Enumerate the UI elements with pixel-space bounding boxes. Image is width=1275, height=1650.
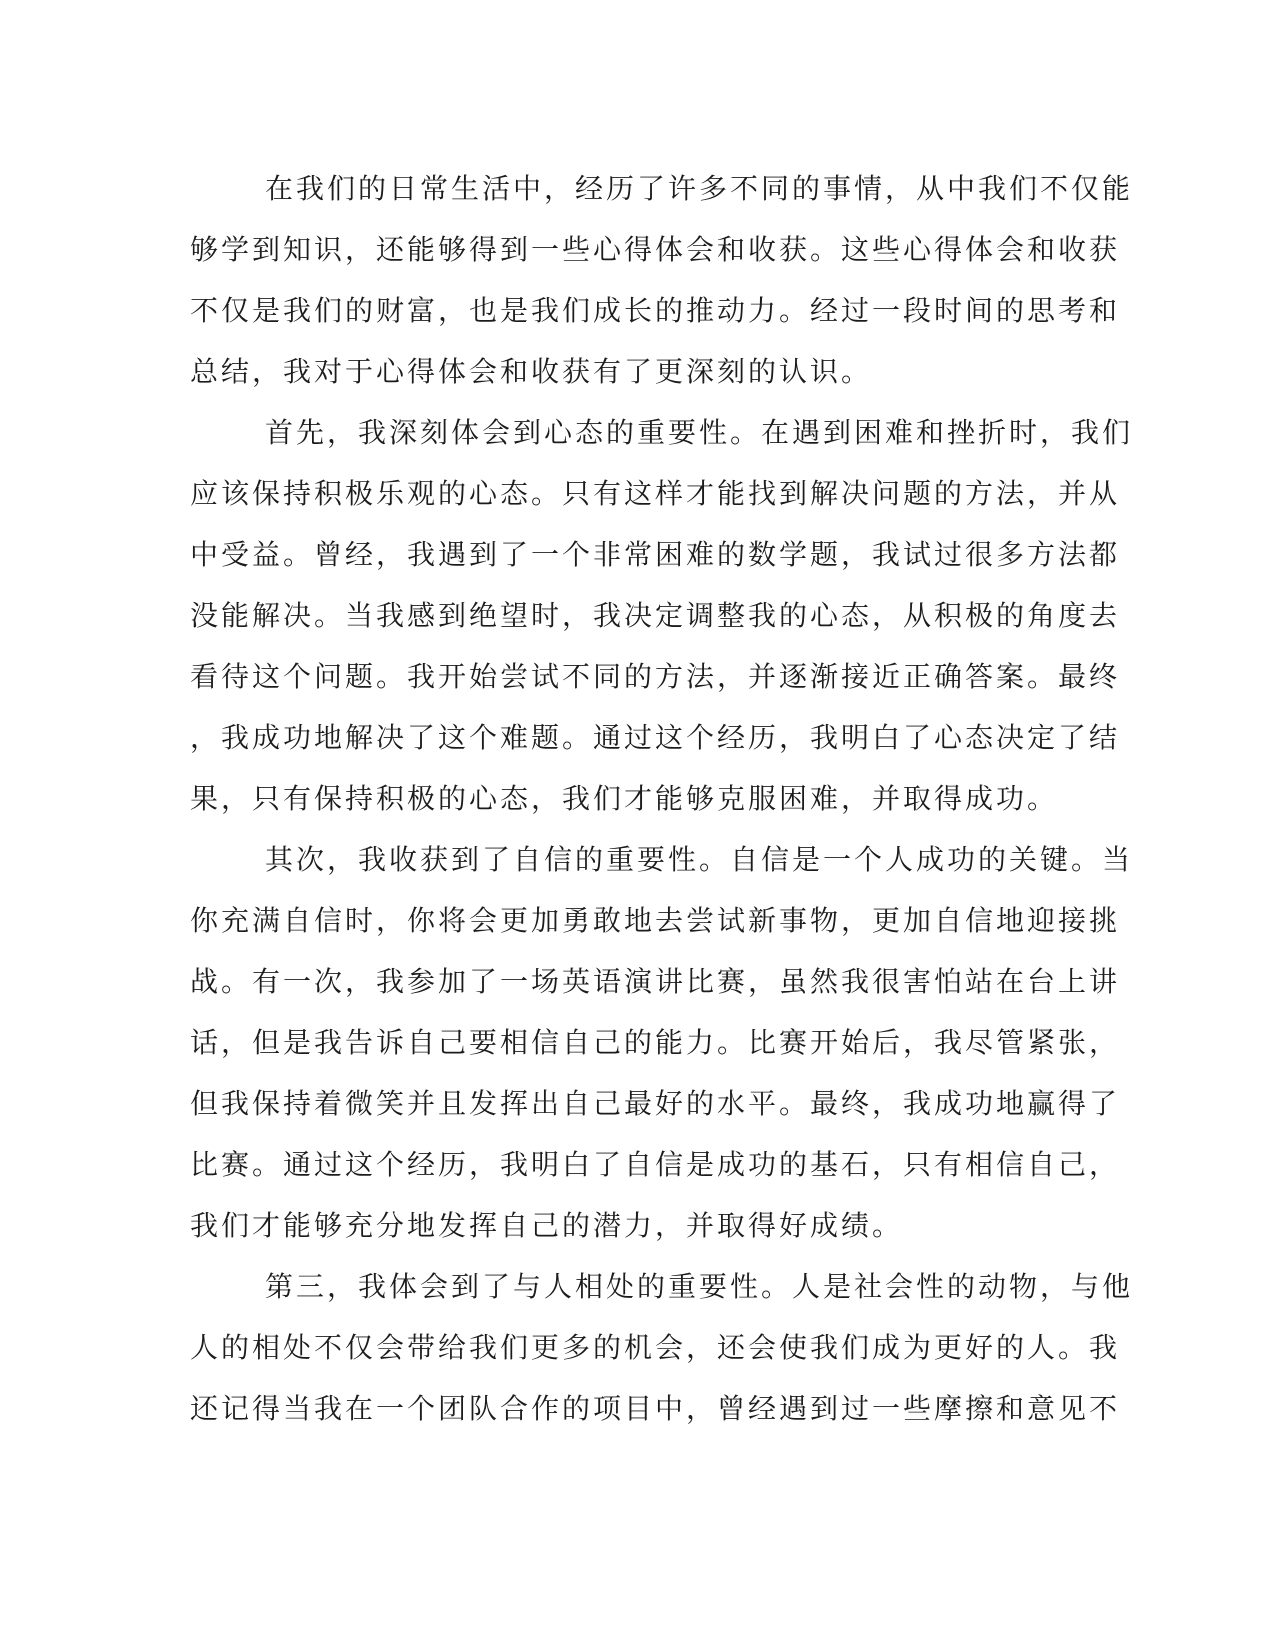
- text-line: 不仅是我们的财富，也是我们成长的推动力。经过一段时间的思考和: [190, 294, 1121, 327]
- text-line: 没能解决。当我感到绝望时，我决定调整我的心态，从积极的角度去: [190, 599, 1121, 632]
- paragraph-4: [190, 1256, 1134, 1439]
- text-line: 应该保持积极乐观的心态。只有这样才能找到解决问题的方法，并从: [190, 477, 1121, 510]
- text-line: 总结，我对于心得体会和收获有了更深刻的认识。: [190, 355, 873, 388]
- text-line: 我们才能够充分地发挥自己的潜力，并取得好成绩。: [190, 1209, 904, 1242]
- text-line: ，我成功地解决了这个难题。通过这个经历，我明白了心态决定了结: [190, 721, 1121, 754]
- paragraph-2: [190, 402, 1134, 829]
- text-line: 话，但是我告诉自己要相信自己的能力。比赛开始后，我尽管紧张，: [190, 1026, 1121, 1059]
- text-line: 比赛。通过这个经历，我明白了自信是成功的基石，只有相信自己，: [190, 1148, 1121, 1181]
- text-line: 在我们的日常生活中，经历了许多不同的事情，从中我们不仅能: [265, 172, 1134, 205]
- text-line: 首先，我深刻体会到心态的重要性。在遇到困难和挫折时，我们: [265, 416, 1134, 449]
- text-line: 你充满自信时，你将会更加勇敢地去尝试新事物，更加自信地迎接挑: [190, 904, 1121, 937]
- text-line: 还记得当我在一个团队合作的项目中，曾经遇到过一些摩擦和意见不: [190, 1392, 1121, 1425]
- text-line: 人的相处不仅会带给我们更多的机会，还会使我们成为更好的人。我: [190, 1331, 1121, 1364]
- paragraph-3: [190, 829, 1134, 1256]
- text-line: 其次，我收获到了自信的重要性。自信是一个人成功的关键。当: [265, 843, 1134, 876]
- text-line: 看待这个问题。我开始尝试不同的方法，并逐渐接近正确答案。最终: [190, 660, 1121, 693]
- document-body: [190, 158, 1134, 1439]
- text-line: 第三，我体会到了与人相处的重要性。人是社会性的动物，与他: [265, 1270, 1134, 1303]
- text-line: 够学到知识，还能够得到一些心得体会和收获。这些心得体会和收获: [190, 233, 1121, 266]
- text-line: 战。有一次，我参加了一场英语演讲比赛，虽然我很害怕站在台上讲: [190, 965, 1121, 998]
- text-line: 果，只有保持积极的心态，我们才能够克服困难，并取得成功。: [190, 782, 1059, 815]
- paragraph-1: [190, 158, 1134, 402]
- text-line: 但我保持着微笑并且发挥出自己最好的水平。最终，我成功地赢得了: [190, 1087, 1121, 1120]
- text-line: 中受益。曾经，我遇到了一个非常困难的数学题，我试过很多方法都: [190, 538, 1121, 571]
